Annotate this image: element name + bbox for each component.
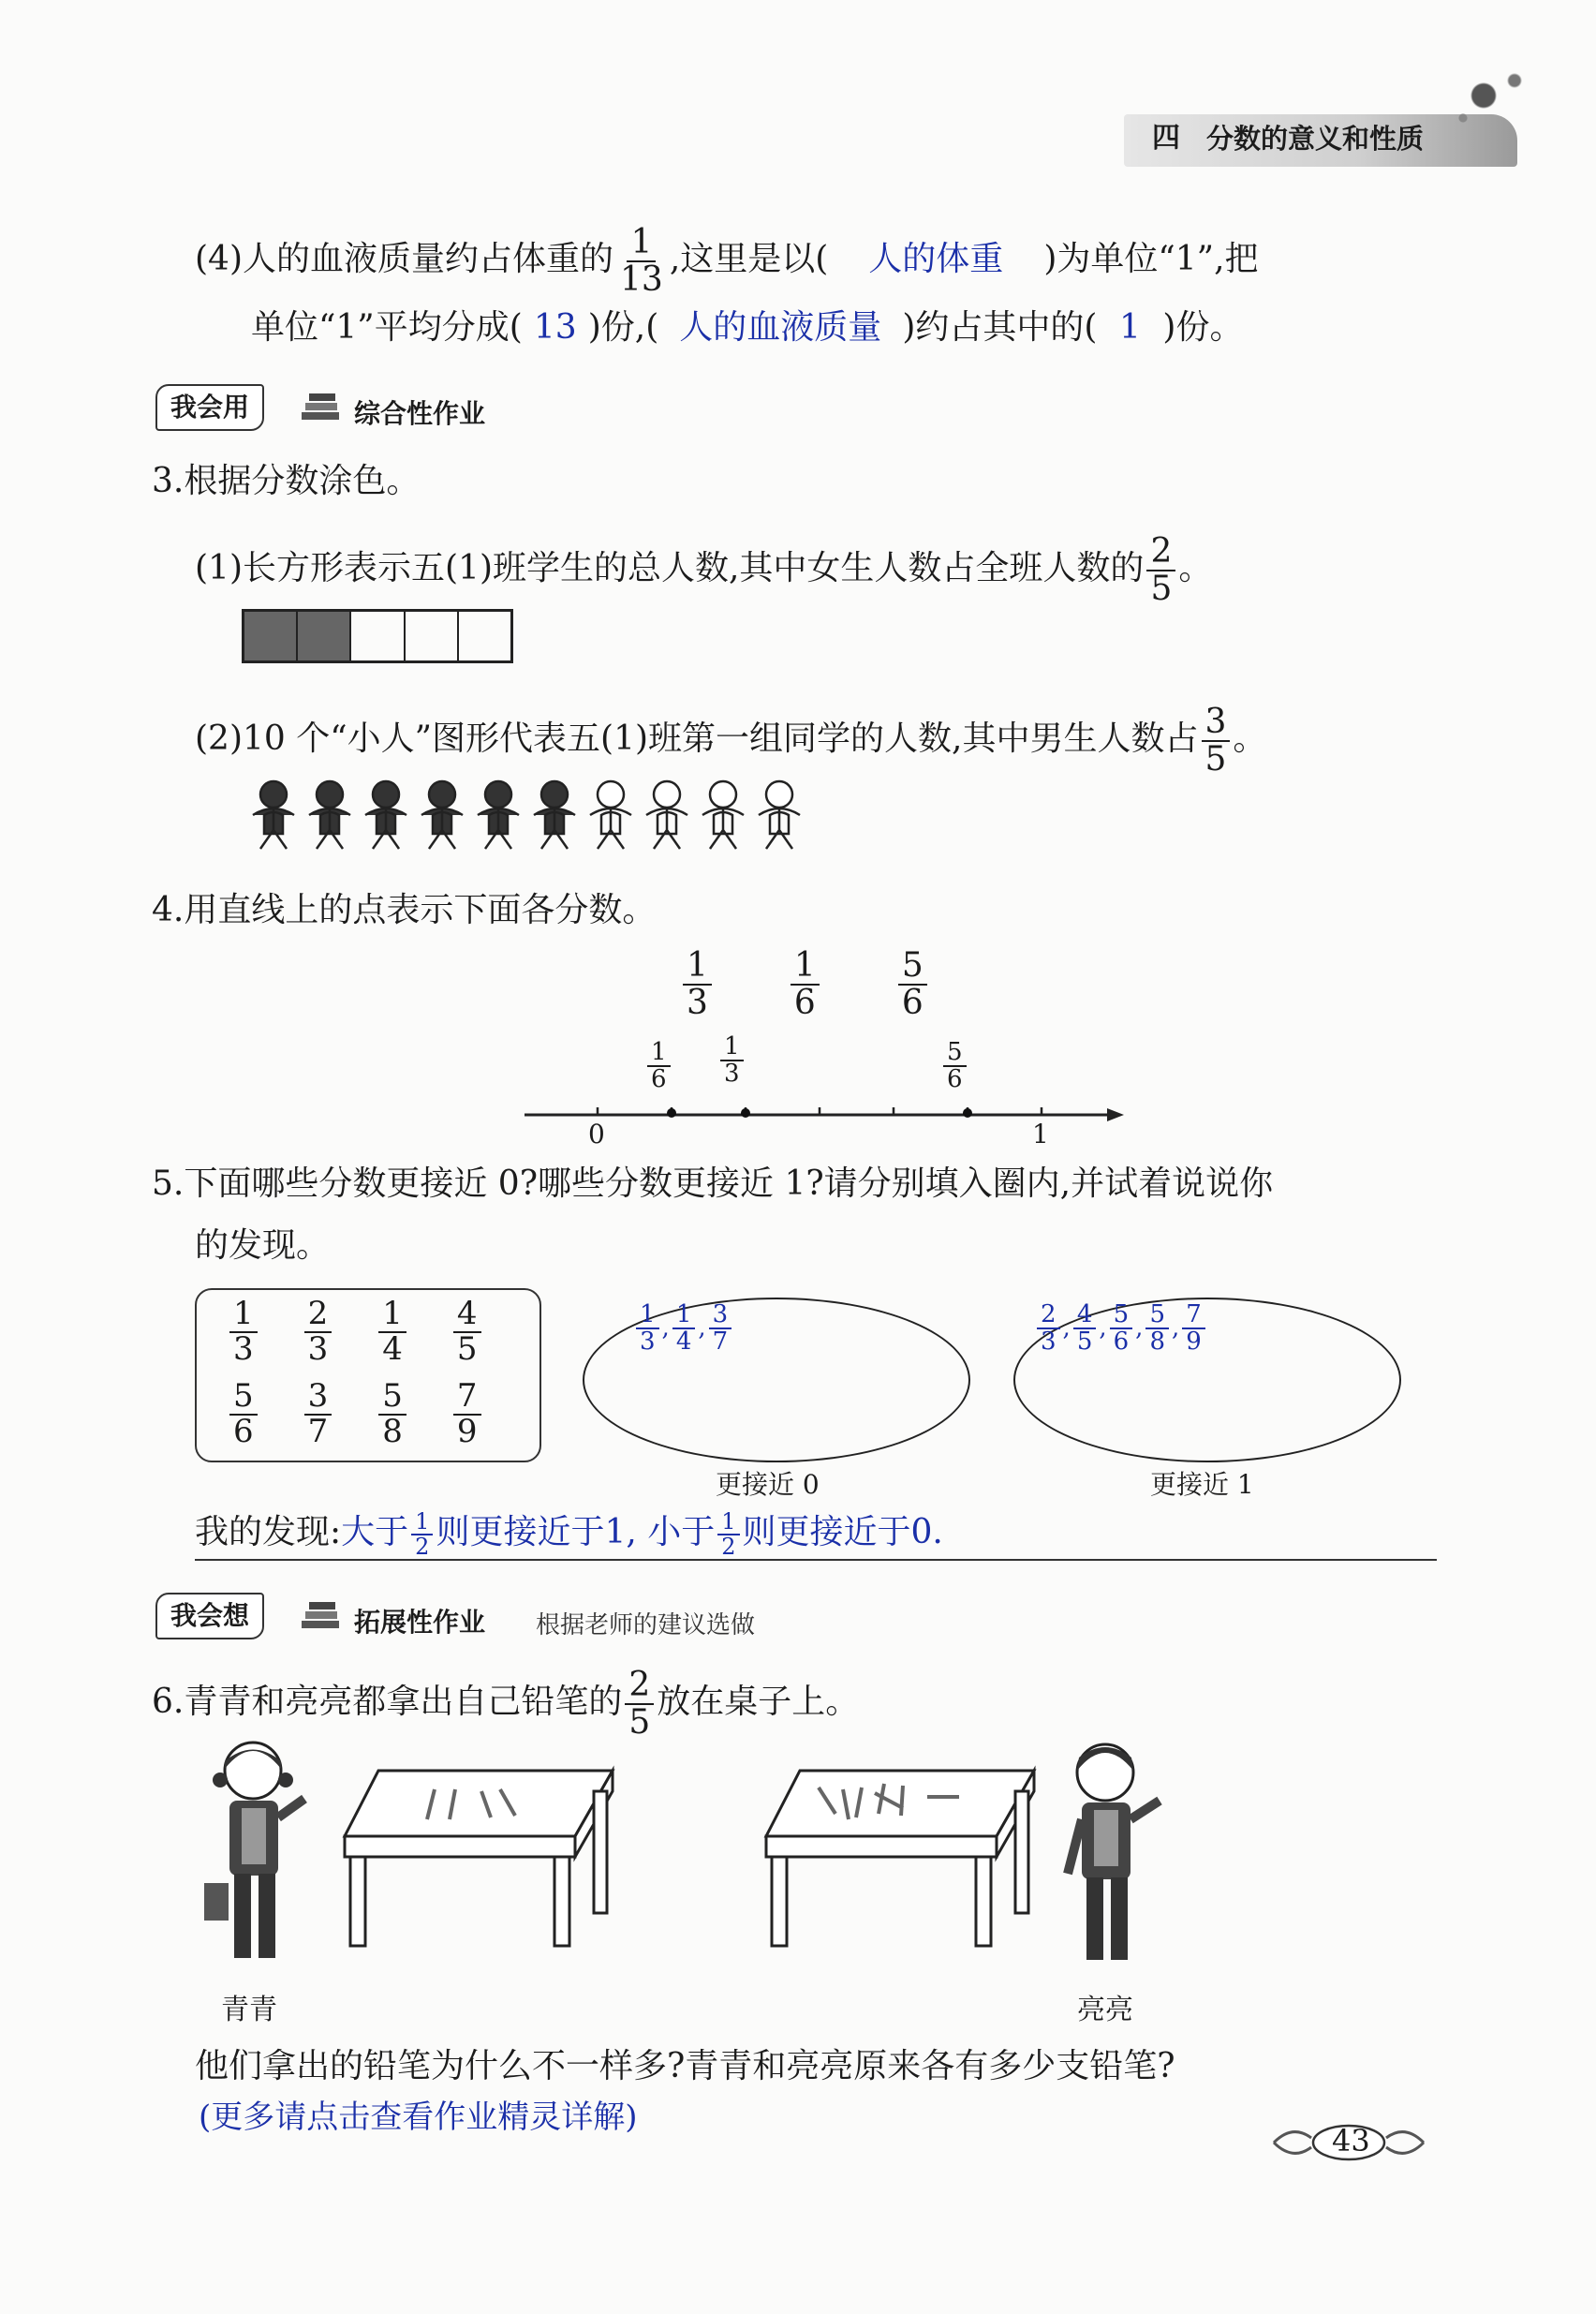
person-figure [646,781,687,849]
answer-fraction [1145,1302,1169,1356]
frac-denominator: 3 [233,1329,254,1368]
frac-denominator: 9 [456,1412,478,1450]
mark-label-one-sixth [647,1040,671,1093]
girl-illustration [197,1733,328,1990]
frac-denominator: 5 [1150,569,1173,608]
finding-fraction [411,1510,433,1559]
box-fraction [229,1377,258,1450]
person-figure-shaded [534,781,575,849]
q4-fraction-list [680,948,930,1021]
section-note: 根据老师的建议选做 [536,1611,756,1639]
frac-denominator: 4 [675,1328,692,1357]
box-fraction [304,1295,332,1368]
section-badge-think: 我会想 [155,1593,264,1639]
name-girl: 青青 [221,1994,277,2026]
q4-title: 4.用直线上的点表示下面各分数。 [152,891,657,929]
fraction-rectangle [242,609,513,663]
q2-4-text: )份。 [1162,308,1244,347]
table-with-pencils-left [341,1761,631,1952]
answer-fraction [1037,1302,1060,1356]
finding-text: 则更接近于0. [742,1513,943,1552]
frac-numerator: 3 [1202,705,1231,742]
frac-numerator: 3 [304,1380,332,1416]
q3-part1-text: (1)长方形表示五(1)班学生的总人数,其中女生人数占全班人数的 [195,548,1145,587]
frac-numerator: 1 [229,1298,258,1333]
rect-cell-shaded [298,612,351,660]
finding-answer [341,1508,943,1561]
q5-title-line2: 的发现。 [195,1226,331,1265]
near-zero-answers [633,1302,734,1356]
box-fraction [453,1295,481,1368]
finding-line [195,1510,1437,1561]
finding-fraction [717,1510,739,1559]
box-fraction [229,1295,258,1368]
frac-denominator: 2 [721,1534,736,1561]
frac-numerator: 2 [1037,1302,1060,1329]
axis-label-one: 1 [1032,1119,1049,1150]
rect-cell-shaded [244,612,298,660]
frac-numerator: 5 [943,1040,967,1067]
frac-denominator: 3 [307,1329,329,1368]
box-fraction [378,1295,406,1368]
separator: , [1135,1313,1144,1342]
finding-label: 我的发现: [195,1513,342,1552]
rect-cell [406,612,459,660]
q6-text: 放在桌子上。 [657,1682,860,1721]
frac-denominator: 3 [724,1060,740,1089]
answer-fraction [709,1302,732,1356]
frac-numerator: 2 [304,1298,332,1333]
number-line [525,1031,1124,1152]
q2-4-fraction [616,225,667,298]
frac-numerator: 7 [1182,1302,1205,1329]
separator: , [1062,1313,1071,1342]
frac-numerator: 1 [647,1040,671,1067]
more-details-link[interactable]: (更多请点击查看作业精灵详解) [199,2099,638,2136]
frac-numerator: 1 [683,948,712,986]
answer-fraction [636,1302,659,1356]
q6-title [152,1668,859,1741]
frac-numerator: 1 [411,1510,433,1535]
rect-cell [459,612,510,660]
q3-part1-text: 。 [1178,548,1213,587]
q3-title: 3.根据分数涂色。 [152,462,421,500]
table-with-pencils-right [762,1761,1053,1952]
q2-4-text: )份,( [587,308,659,347]
frac-denominator: 8 [382,1412,403,1450]
frac-denominator: 9 [1186,1328,1202,1357]
fraction-box [195,1288,541,1462]
chapter-number: 四 [1152,122,1180,155]
axis-label-zero: 0 [588,1119,605,1150]
frac-numerator: 5 [229,1380,258,1416]
answer-fraction [672,1302,696,1356]
q3-part1-fraction [1146,534,1175,607]
separator: , [1171,1313,1180,1342]
person-figure-shaded [309,781,350,849]
frac-numerator: 2 [625,1668,654,1705]
label-near-one: 更接近 1 [1150,1469,1254,1500]
section-label-extended: 拓展性作业 [354,1607,486,1638]
frac-denominator: 6 [651,1065,667,1094]
frac-numerator: 1 [627,225,656,262]
q3-part2-text: 。 [1233,719,1267,758]
frac-numerator: 1 [378,1298,406,1333]
frac-numerator: 3 [709,1302,732,1329]
finding-text: 大于 [341,1513,409,1552]
frac-denominator: 3 [640,1328,656,1357]
frac-numerator: 4 [453,1298,481,1333]
q6-question: 他们拿出的铅笔为什么不一样多?青青和亮亮原来各有多少支铅笔? [195,2047,1175,2085]
frac-numerator: 1 [636,1302,659,1329]
separator: , [698,1313,706,1342]
answer-blood-mass: 人的血液质量 [679,308,882,347]
answer-fraction [1110,1302,1133,1356]
box-fraction [304,1377,332,1450]
frac-denominator: 5 [1204,739,1227,779]
books-icon [298,388,343,425]
frac-denominator: 7 [307,1412,329,1450]
answer-one-part: 1 [1118,308,1141,347]
person-figure [759,781,800,849]
q2-4-line1 [195,225,1259,298]
frac-denominator: 8 [1149,1328,1165,1357]
frac-numerator: 5 [898,948,927,986]
number-line-point [741,1108,750,1118]
frac-denominator: 6 [901,983,924,1022]
person-figure [590,781,631,849]
label-near-zero: 更接近 0 [716,1469,820,1500]
answer-fraction [1073,1302,1097,1356]
box-fraction [453,1377,481,1450]
section-label-comprehensive: 综合性作业 [354,398,486,429]
page-number: 43 [1332,2123,1370,2158]
frac-denominator: 7 [712,1328,729,1357]
frac-denominator: 4 [382,1329,403,1368]
frac-denominator: 5 [456,1329,478,1368]
boy-illustration [1049,1733,1180,1990]
q5-title-line1: 5.下面哪些分数更接近 0?哪些分数更接近 1?请分别填入圈内,并试着说说你 [152,1164,1274,1203]
finding-text: 则更接近于1, 小于 [436,1513,716,1552]
page-number-ornament [1264,2119,1433,2166]
frac-numerator: 4 [1073,1302,1097,1329]
ink-splash-decoration [1442,58,1545,133]
fraction-box-row-2 [227,1377,484,1450]
q4-fraction-one-sixth [791,948,820,1021]
number-line-point [963,1108,972,1118]
q2-4-text: ,这里是以( [669,239,829,278]
axis-arrow-icon [1107,1108,1124,1121]
frac-numerator: 5 [1145,1302,1169,1329]
frac-numerator: 1 [717,1510,739,1535]
frac-numerator: 5 [1110,1302,1133,1329]
q3-part1 [195,534,1212,607]
chapter-title: 分数的意义和性质 [1206,123,1425,155]
frac-numerator: 1 [720,1034,744,1061]
person-figure-shaded [478,781,519,849]
q2-4-prefix: (4)人的血液质量约占体重的 [195,239,613,278]
frac-denominator: 6 [1113,1328,1130,1357]
person-figure-shaded [365,781,406,849]
frac-denominator: 6 [793,983,816,1022]
q2-4-line2 [251,307,1243,348]
separator: , [661,1313,670,1342]
frac-numerator: 2 [1146,534,1175,571]
frac-numerator: 1 [791,948,820,986]
people-figures [245,778,845,856]
person-figure-shaded [253,781,294,849]
mark-label-five-sixths [943,1040,967,1093]
frac-denominator: 13 [620,260,663,299]
q2-4-text: )为单位“1”,把 [1043,239,1259,278]
q6-text: 6.青青和亮亮都拿出自己铅笔的 [152,1682,623,1721]
frac-denominator: 3 [1041,1328,1057,1357]
separator: , [1099,1313,1107,1342]
q6-fraction [625,1668,654,1741]
number-line-point [667,1108,676,1118]
frac-denominator: 2 [415,1534,430,1561]
q2-4-text: )约占其中的( [902,308,1098,347]
q3-part2 [195,705,1266,778]
frac-numerator: 5 [378,1380,406,1416]
box-fraction [378,1377,406,1450]
q3-part2-fraction [1202,705,1231,778]
frac-denominator: 5 [628,1702,651,1742]
q4-fraction-five-sixths [898,948,927,1021]
person-figure-shaded [421,781,463,849]
section-badge-apply: 我会用 [155,384,264,431]
near-one-answers [1034,1302,1208,1356]
books-icon [298,1596,343,1634]
fraction-box-row-1 [227,1295,484,1368]
mark-label-one-third [720,1034,744,1088]
answer-fraction [1182,1302,1205,1356]
frac-denominator: 3 [687,983,708,1022]
frac-numerator: 1 [672,1302,696,1329]
q2-4-text: 单位“1”平均分成( [251,308,523,347]
name-boy: 亮亮 [1077,1994,1133,2026]
rect-cell [351,612,405,660]
people-figures-svg [245,778,845,853]
frac-denominator: 6 [233,1412,254,1450]
person-figure [702,781,744,849]
frac-denominator: 6 [947,1065,963,1094]
answer-unit-one: 人的体重 [868,239,1004,278]
q4-fraction-one-third [683,948,712,1021]
q3-part2-text: (2)10 个“小人”图形代表五(1)班第一组同学的人数,其中男生人数占 [195,719,1199,758]
frac-denominator: 5 [1076,1328,1093,1357]
frac-numerator: 7 [453,1380,481,1416]
answer-parts: 13 [533,308,577,347]
